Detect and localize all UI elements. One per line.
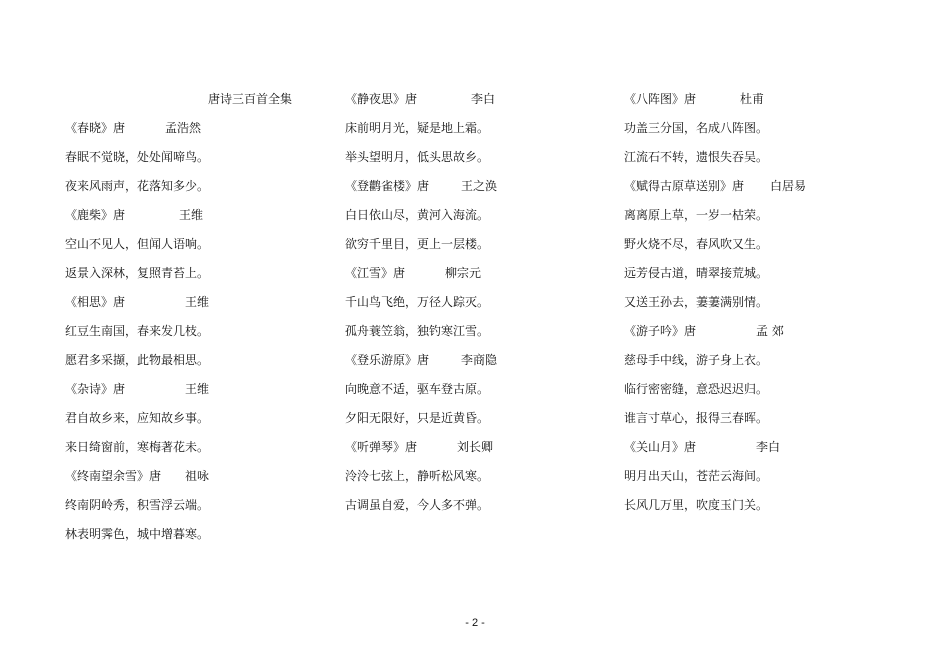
verse-line: 举头望明月，低头思故乡。 bbox=[345, 150, 490, 164]
verse-line: 愿君多采撷，此物最相思。 bbox=[65, 353, 210, 367]
poem-title: 《终南望余雪》唐 bbox=[65, 469, 162, 483]
poem-author: 王维 bbox=[185, 295, 210, 309]
poem-author: 王维 bbox=[179, 208, 204, 222]
verse-line: 床前明月光，疑是地上霜。 bbox=[345, 121, 490, 135]
poem-title: 《鹿柴》唐 bbox=[65, 208, 126, 222]
verse-line: 林表明霁色，城中增暮寒。 bbox=[65, 527, 210, 541]
verse-line: 江流石不转，遗恨失吞吴。 bbox=[624, 150, 769, 164]
poem-author: 李商隐 bbox=[461, 353, 498, 367]
poem-heading bbox=[345, 264, 497, 293]
verse-line: 春眠不觉晓，处处闻啼鸟。 bbox=[65, 150, 210, 164]
poem-column-3 bbox=[624, 90, 806, 525]
verse-line: 临行密密缝，意恐迟迟归。 bbox=[624, 382, 769, 396]
verse-line: 孤舟蓑笠翁，独钓寒江雪。 bbox=[345, 324, 490, 338]
verse-line: 谁言寸草心，报得三春晖。 bbox=[624, 411, 769, 425]
poem-author: 祖咏 bbox=[185, 469, 210, 483]
poem-heading bbox=[345, 351, 497, 380]
verse-line: 功盖三分国，名成八阵图。 bbox=[624, 121, 769, 135]
poem-heading bbox=[65, 119, 292, 148]
poem-author: 孟 郊 bbox=[756, 324, 784, 338]
poem-heading bbox=[65, 380, 292, 409]
poem-title: 《登鹳雀楼》唐 bbox=[345, 179, 430, 193]
poem-heading bbox=[624, 322, 806, 351]
poem-author: 白居易 bbox=[770, 179, 807, 193]
poem-author: 李白 bbox=[756, 440, 781, 454]
verse-line: 离离原上草，一岁一枯荣。 bbox=[624, 208, 769, 222]
poem-heading bbox=[65, 467, 292, 496]
verse-line: 返景入深林，复照青苔上。 bbox=[65, 266, 210, 280]
poem-title: 《登乐游原》唐 bbox=[345, 353, 430, 367]
poem-author: 孟浩然 bbox=[165, 121, 202, 135]
poem-heading bbox=[345, 177, 497, 206]
verse-line: 慈母手中线，游子身上衣。 bbox=[624, 353, 769, 367]
poem-heading bbox=[624, 177, 806, 206]
verse-line: 空山不见人，但闻人语响。 bbox=[65, 237, 210, 251]
poem-author: 王之涣 bbox=[461, 179, 498, 193]
poem-title: 《春晓》唐 bbox=[65, 121, 126, 135]
verse-line: 又送王孙去，萋萋满别情。 bbox=[624, 295, 769, 309]
poem-title: 《八阵图》唐 bbox=[624, 92, 697, 106]
poem-heading bbox=[65, 206, 292, 235]
collection-title: 唐诗三百首全集 bbox=[208, 92, 293, 106]
verse-line: 野火烧不尽，春风吹又生。 bbox=[624, 237, 769, 251]
poem-title: 《游子吟》唐 bbox=[624, 324, 697, 338]
verse-line: 远芳侵古道，晴翠接荒城。 bbox=[624, 266, 769, 280]
poem-title: 《江雪》唐 bbox=[345, 266, 406, 280]
verse-line: 君自故乡来，应知故乡事。 bbox=[65, 411, 210, 425]
verse-line: 红豆生南国，春来发几枝。 bbox=[65, 324, 210, 338]
poem-heading bbox=[624, 438, 806, 467]
poem-column-2 bbox=[345, 90, 497, 525]
poem-title: 《赋得古原草送别》唐 bbox=[624, 179, 745, 193]
poem-author: 杜甫 bbox=[740, 92, 765, 106]
poem-heading bbox=[65, 293, 292, 322]
poem-column-1 bbox=[65, 90, 292, 554]
verse-line: 夜来风雨声，花落知多少。 bbox=[65, 179, 210, 193]
verse-line: 终南阴岭秀，积雪浮云端。 bbox=[65, 498, 210, 512]
verse-line: 古调虽自爱，今人多不弹。 bbox=[345, 498, 490, 512]
verse-line: 明月出天山，苍茫云海间。 bbox=[624, 469, 769, 483]
verse-line: 白日依山尽，黄河入海流。 bbox=[345, 208, 490, 222]
verse-line: 长风几万里，吹度玉门关。 bbox=[624, 498, 769, 512]
poem-heading bbox=[624, 90, 806, 119]
poem-title: 《杂诗》唐 bbox=[65, 382, 126, 396]
poem-title: 《关山月》唐 bbox=[624, 440, 697, 454]
poem-heading bbox=[345, 90, 497, 119]
poem-author: 刘长卿 bbox=[457, 440, 494, 454]
poem-heading bbox=[345, 438, 497, 467]
poem-title: 《相思》唐 bbox=[65, 295, 126, 309]
verse-line: 向晚意不适，驱车登古原。 bbox=[345, 382, 490, 396]
verse-line: 泠泠七弦上，静听松风寒。 bbox=[345, 469, 490, 483]
page-number: - 2 - bbox=[465, 617, 485, 629]
poem-title: 《静夜思》唐 bbox=[345, 92, 418, 106]
verse-line: 夕阳无限好，只是近黄昏。 bbox=[345, 411, 490, 425]
poem-title: 《听弹琴》唐 bbox=[345, 440, 418, 454]
poem-author: 李白 bbox=[471, 92, 496, 106]
poem-author: 柳宗元 bbox=[445, 266, 482, 280]
verse-line: 来日绮窗前，寒梅著花未。 bbox=[65, 440, 210, 454]
poem-author: 王维 bbox=[185, 382, 210, 396]
verse-line: 欲穷千里目，更上一层楼。 bbox=[345, 237, 490, 251]
verse-line: 千山鸟飞绝，万径人踪灭。 bbox=[345, 295, 490, 309]
